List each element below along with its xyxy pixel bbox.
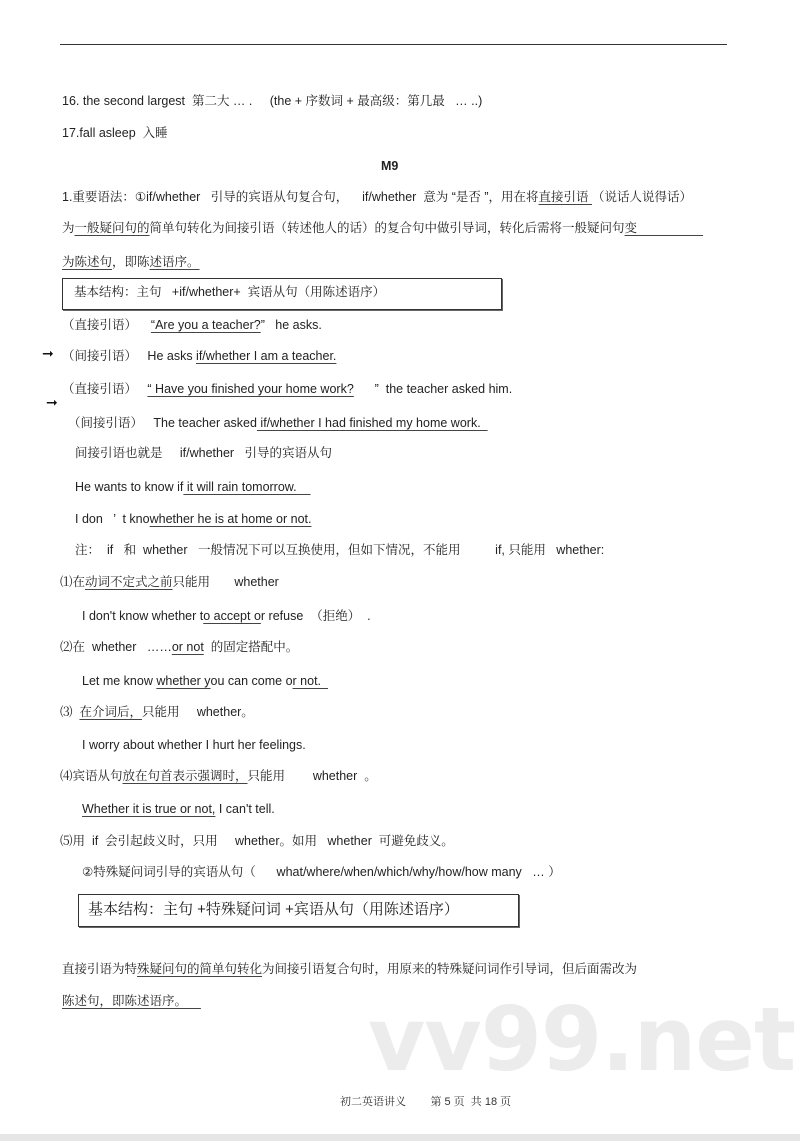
text-segment: I don't know whether t bbox=[82, 609, 204, 623]
underlined-text: 直接引语 bbox=[538, 190, 593, 204]
text-segment: ou can come o bbox=[210, 674, 293, 688]
example-direct bbox=[62, 316, 322, 334]
underlined-text: r not. bbox=[292, 674, 328, 688]
watermark: vv99.net bbox=[368, 988, 796, 1091]
underlined-text: o accept o bbox=[203, 609, 261, 623]
example bbox=[75, 510, 312, 528]
text-segment: 16. the second largest 第二大 … . (the + 序数词 + 最高级：第几最 … ..) bbox=[62, 94, 483, 108]
text-segment: M9 bbox=[381, 159, 399, 173]
arrow-right-icon: ➞ bbox=[46, 394, 58, 410]
text-segment: ⑷宾语从句 bbox=[60, 769, 123, 783]
text-segment: He wants to know if bbox=[75, 480, 184, 494]
section-title bbox=[381, 157, 398, 175]
underlined-text: whether he is at home or not. bbox=[149, 512, 312, 526]
structure-text-1 bbox=[74, 283, 385, 301]
note bbox=[75, 541, 604, 559]
rule-4 bbox=[60, 767, 377, 785]
text-segment: 只能用 whether 。 bbox=[247, 769, 377, 783]
rule-3 bbox=[60, 703, 254, 721]
underlined-text: “Are you a teacher? bbox=[150, 318, 261, 332]
item-16 bbox=[62, 92, 482, 110]
text-segment: 注： if 和 whether 一般情况下可以互换使用，但如下情况，不能用 if, 只能用 whether: bbox=[75, 543, 605, 557]
example-indirect bbox=[68, 414, 488, 432]
rule-1 bbox=[60, 573, 279, 591]
underlined-text: 殊疑问句的简单句转化 bbox=[137, 962, 263, 976]
text-segment: 只能用 whether bbox=[172, 575, 279, 589]
text-segment: 17.fall asleep 入睡 bbox=[62, 126, 168, 140]
underlined-text: 在介词后， bbox=[79, 705, 142, 719]
text-segment: 的固定搭配中。 bbox=[203, 640, 299, 654]
footer bbox=[340, 1093, 511, 1109]
paragraph bbox=[62, 960, 637, 978]
grammar-point-2 bbox=[82, 863, 561, 881]
underlined-text: if/whether I am a teacher. bbox=[196, 349, 337, 363]
underlined-text: Whether it is true or not, bbox=[82, 802, 216, 816]
item-17 bbox=[62, 124, 168, 142]
header-rule bbox=[60, 44, 727, 45]
text-segment: 间接引语也就是 if/whether 引导的宾语从句 bbox=[75, 446, 332, 460]
text-segment: ②特殊疑问词引导的宾语从句（ what/where/when/which/why/how/how many … ） bbox=[82, 865, 561, 879]
rule-5 bbox=[60, 832, 454, 850]
arrow-right-icon: ➞ bbox=[42, 345, 54, 361]
text-segment: I worry about whether I hurt her feelings. bbox=[82, 738, 306, 752]
structure-text-2 bbox=[88, 901, 459, 919]
example-direct bbox=[62, 380, 512, 398]
text-segment: I don ’ t kno bbox=[75, 512, 150, 526]
underlined-text: it will rain tomorrow. bbox=[183, 480, 311, 494]
example bbox=[75, 478, 311, 496]
text-segment: （间接引语） He asks bbox=[62, 349, 197, 363]
note bbox=[75, 444, 332, 462]
underlined-text: “ Have you finished your home work? bbox=[147, 382, 354, 396]
example-indirect bbox=[62, 347, 336, 365]
text-segment: ⑴在 bbox=[60, 575, 86, 589]
text-segment: 为 bbox=[62, 221, 75, 235]
example bbox=[82, 736, 306, 754]
underlined-text: 一般疑问句的 bbox=[74, 221, 150, 235]
paragraph-cont bbox=[62, 992, 201, 1010]
grammar-point-1-cont bbox=[62, 219, 703, 237]
text-segment: 简单句转化为间接引语（转述他人的话）的复合句中做引导词，转化后需将一般疑问句 bbox=[149, 221, 625, 235]
text-segment: 只能用 whether。 bbox=[141, 705, 254, 719]
underlined-text: 动词不定式之前 bbox=[85, 575, 173, 589]
underlined-text: 变 bbox=[624, 221, 704, 235]
footer-page-number: 第 5 页 共 18 页 bbox=[430, 1096, 512, 1108]
page-bottom-edge bbox=[0, 1134, 800, 1141]
underlined-text: whether y bbox=[156, 674, 211, 688]
example bbox=[82, 607, 371, 625]
text-segment: I can't tell. bbox=[215, 802, 275, 816]
text-segment: 基本结构：主句 +if/whether+ 宾语从句（用陈述语序） bbox=[74, 285, 386, 299]
text-segment: ⑵在 whether …… bbox=[60, 640, 172, 654]
text-segment: 基本结构：主句 +特殊疑问词 +宾语从句（用陈述语序） bbox=[88, 901, 459, 918]
text-segment: （说话人说得话） bbox=[592, 190, 693, 204]
footer-doc-title: 初二英语讲义 bbox=[340, 1096, 406, 1108]
text-segment: r refuse （拒绝） . bbox=[260, 609, 371, 623]
underlined-text: or not bbox=[171, 640, 204, 654]
text-segment: ⑶ bbox=[60, 705, 80, 719]
underlined-text: 陈述句，即陈述语序。 bbox=[62, 994, 201, 1008]
underlined-text: 为陈述句 bbox=[62, 255, 113, 269]
text-segment: （直接引语） bbox=[62, 382, 148, 396]
text-segment: 直接引语为特 bbox=[62, 962, 138, 976]
text-segment: ” the teacher asked him. bbox=[353, 382, 513, 396]
rule-2 bbox=[60, 638, 298, 656]
example bbox=[82, 800, 275, 818]
text-segment: （间接引语） The teacher asked bbox=[68, 416, 257, 430]
grammar-point-1-cont bbox=[62, 253, 200, 271]
text-segment: ，即陈 bbox=[112, 255, 150, 269]
text-segment: 为间接引语复合句时，用原来的特殊疑问词作引导词，但后面需改为 bbox=[262, 962, 638, 976]
text-segment: ” he asks. bbox=[260, 318, 322, 332]
text-segment: （直接引语） bbox=[62, 318, 151, 332]
text-segment: ⑸用 if 会引起歧义时，只用 whether。如用 whether 可避免歧义。 bbox=[60, 834, 454, 848]
grammar-point-1 bbox=[62, 188, 692, 206]
example bbox=[82, 672, 328, 690]
text-segment: Let me know bbox=[82, 674, 157, 688]
text-segment: 1.重要语法：①if/whether 引导的宾语从句复合句， if/whether 意为 “是否 ”，用在将 bbox=[62, 190, 539, 204]
underlined-text: if/whether I had finished my home work. bbox=[256, 416, 488, 430]
underlined-text: 述语序。 bbox=[149, 255, 200, 269]
underlined-text: 放在句首表示强调时， bbox=[122, 769, 248, 783]
